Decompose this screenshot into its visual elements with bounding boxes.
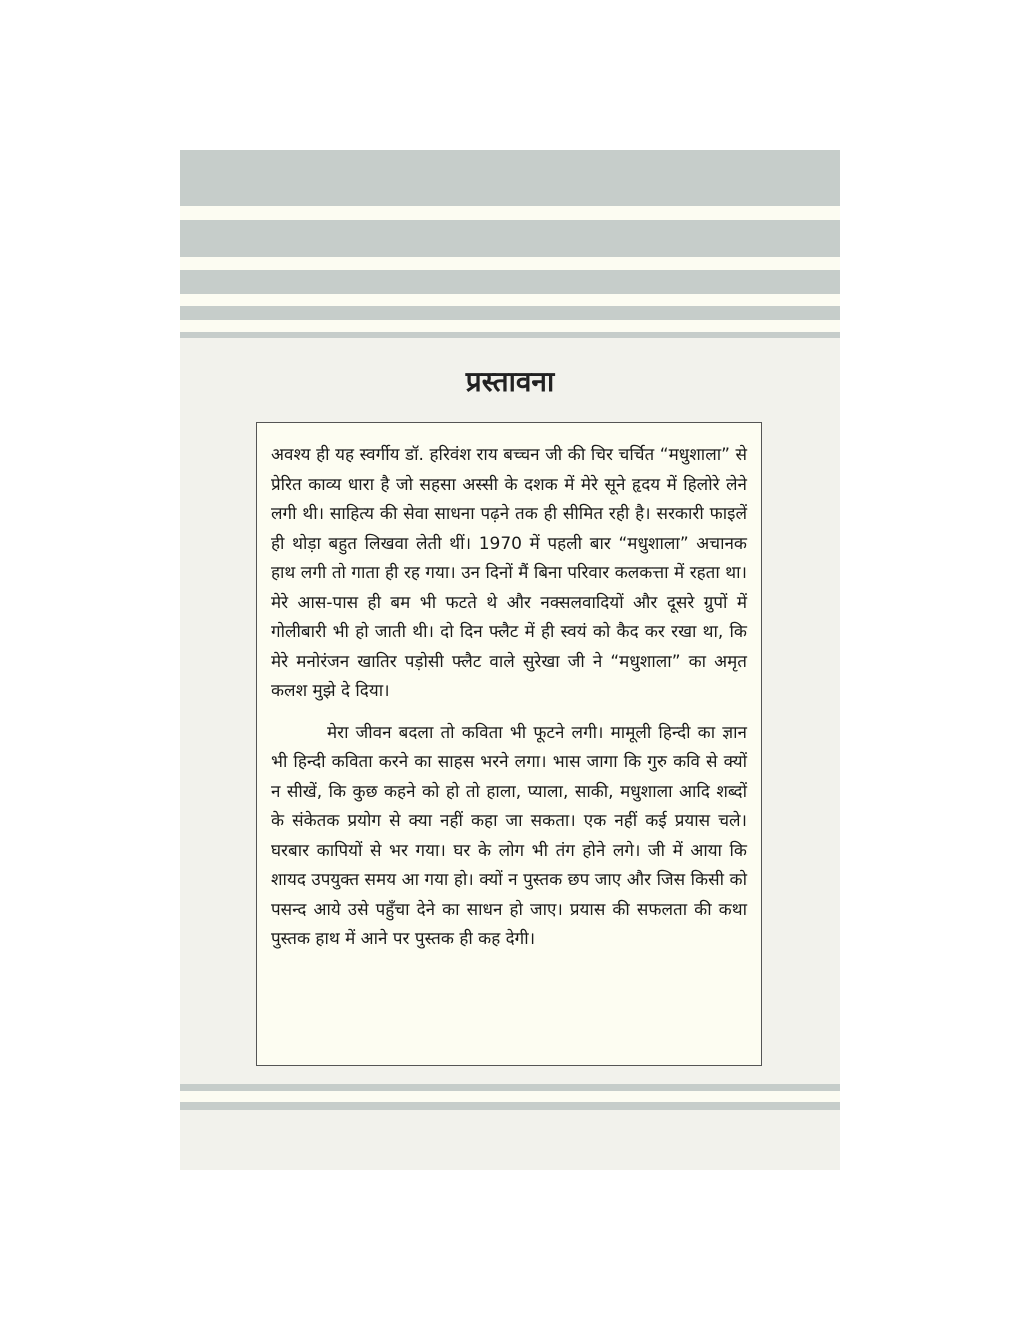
header-gap-3: [180, 294, 840, 306]
header-stripe-3: [180, 270, 840, 294]
paragraph-2: मेरा जीवन बदला तो कविता भी फूटने लगी। मामूली हिन्दी का ज्ञान भी हिन्दी कविता करने का साहस भरने लगा। भास जागा कि गुरु कवि से क्यों न सीखें, कि कुछ कहने को हो तो हाला, प्याला, साकी, मधुशाला आदि शब्दों के संकेतक प्रयोग से क्या नहीं कहा जा सकता। एक नहीं कई प्रयास चले। घरबार कापियों से भर गया। घर के लोग भी तंग होने लगे। जी में आया कि शायद उपयुक्त समय आ गया हो। क्यों न पुस्तक छप जाए और जिस किसी को पसन्द आये उसे पहुँचा देने का साधन हो जाए। प्रयास की सफलता की कथा पुस्तक हाथ में आने पर पुस्तक ही कह देगी।: [271, 722, 747, 949]
page-panel: [180, 150, 840, 1170]
header-gap-2: [180, 257, 840, 270]
header-stripe-1: [180, 150, 840, 206]
header-stripe-4: [180, 306, 840, 320]
footer-stripe-2: [180, 1102, 840, 1110]
footer-gap-1: [180, 1091, 840, 1102]
page-title: प्रस्तावना: [465, 365, 555, 398]
header-stripe-5: [180, 332, 840, 338]
header-stripe-2: [180, 220, 840, 257]
header-gap-1: [180, 206, 840, 220]
preface-text-box: [256, 422, 762, 1066]
footer-stripe-1: [180, 1084, 840, 1091]
header-gap-4: [180, 320, 840, 332]
paragraph-1: अवश्य ही यह स्वर्गीय डॉ. हरिवंश राय बच्चन जी की चिर चर्चित “मधुशाला” से प्रेरित काव्य धारा है जो सहसा अस्सी के दशक में मेरे सूने हृदय में हिलोरे लेने लगी थी। साहित्य की सेवा साधना पढ़ने तक ही सीमित रही है। सरकारी फाइलें ही थोड़ा बहुत लिखवा लेती थीं। 1970 में पहली बार “मधुशाला” अचानक हाथ लगी तो गाता ही रह गया। उन दिनों मैं बिना परिवार कलकत्ता में रहता था। मेरे आस-पास ही बम भी फटते थे और नक्सलवादियों और दूसरे ग्रुपों में गोलीबारी भी हो जाती थी। दो दिन फ्लैट में ही स्वयं को कैद कर रखा था, कि मेरे मनोरंजन खातिर पड़ोसी फ्लैट वाले सुरेखा जी ने “मधुशाला” का अमृत कलश मुझे दे दिया।: [271, 445, 747, 701]
